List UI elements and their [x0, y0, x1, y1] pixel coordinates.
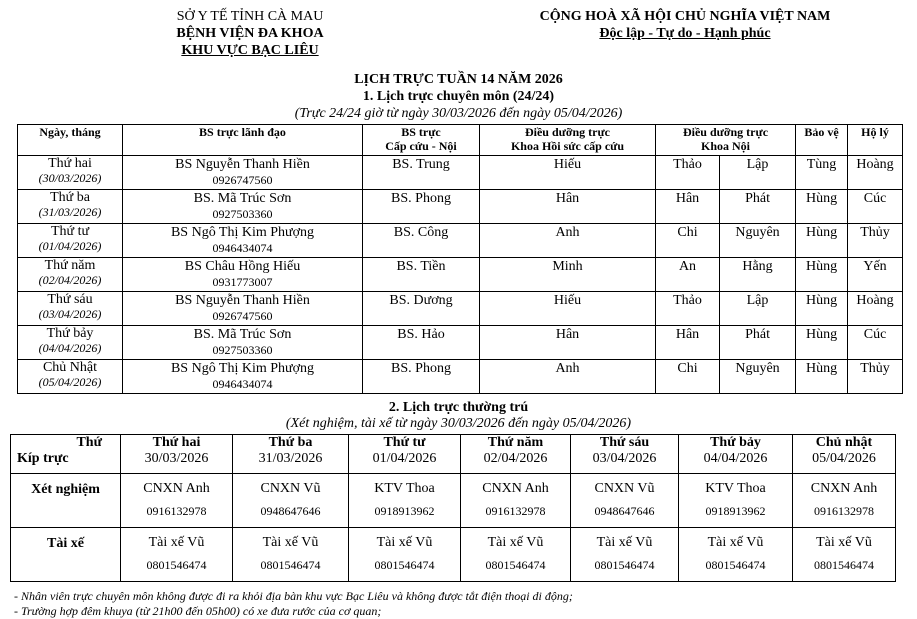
- lead-doctor-cell: [123, 360, 363, 394]
- day-cell: [18, 224, 123, 258]
- icu-nurse-cell: Anh: [480, 224, 656, 258]
- row-label-driver: Tài xế: [11, 528, 121, 582]
- lead-doctor-cell: [123, 258, 363, 292]
- day-header: [571, 435, 679, 474]
- day-cell: [18, 156, 123, 190]
- lead-doctor-phone: 0927503360: [212, 343, 273, 357]
- lead-doctor-cell: [123, 326, 363, 360]
- lab-staff-name: KTV Thoa: [705, 481, 766, 496]
- er-doctor-cell: BS. Công: [363, 224, 480, 258]
- lead-doctor-phone: 0926747560: [212, 173, 273, 187]
- row-label-lab: Xét nghiệm: [11, 474, 121, 528]
- agency-header: [100, 8, 400, 59]
- day-header: [461, 435, 571, 474]
- orderly-cell: Thủy: [848, 224, 903, 258]
- ward-nurse-2-cell: Lập: [720, 292, 796, 326]
- guard-cell: Hùng: [796, 258, 848, 292]
- day-name: Thứ ba: [50, 190, 90, 205]
- ward-nurse-1-cell: Thảo: [656, 156, 720, 190]
- col-header-lead: BS trực lãnh đạo: [123, 125, 363, 156]
- lead-doctor-cell: [123, 156, 363, 190]
- note-2: - Trường hợp đêm khuya (từ 21h00 đến 05h00) có xe đưa rước của cơ quan;: [14, 604, 382, 618]
- ward-nurse-1-cell: Thảo: [656, 292, 720, 326]
- lead-doctor-cell: [123, 292, 363, 326]
- driver-staff-phone: 0801546474: [374, 558, 435, 572]
- day-header-name: Thứ tư: [383, 435, 426, 450]
- lead-doctor-phone: 0946434074: [212, 377, 273, 391]
- lead-doctor-name: BS Nguyễn Thanh Hiền: [175, 157, 310, 172]
- driver-staff-phone: 0801546474: [594, 558, 655, 572]
- guard-cell: Hùng: [796, 292, 848, 326]
- day-header-date: 03/04/2026: [592, 451, 657, 466]
- driver-staff-phone: 0801546474: [485, 558, 546, 572]
- day-header-date: 30/03/2026: [144, 451, 209, 466]
- driver-staff-name: Tài xế Vũ: [376, 535, 433, 550]
- guard-cell: Hùng: [796, 224, 848, 258]
- lead-doctor-phone: 0926747560: [212, 309, 273, 323]
- driver-cell: [349, 528, 461, 582]
- national-motto: Độc lập - Tự do - Hạnh phúc: [599, 26, 771, 41]
- table-row: [18, 224, 903, 258]
- national-motto-header: [465, 8, 905, 42]
- col-header-ward: Điều dưỡng trực Khoa Nội: [656, 125, 796, 156]
- table-row: [18, 360, 903, 394]
- driver-staff-name: Tài xế Vũ: [816, 535, 872, 550]
- day-header-date: 31/03/2026: [258, 451, 323, 466]
- table-row: [18, 258, 903, 292]
- day-name: Thứ hai: [48, 156, 92, 171]
- er-doctor-cell: BS. Trung: [363, 156, 480, 190]
- lead-doctor-name: BS Ngô Thị Kim Phượng: [170, 225, 315, 240]
- ward-nurse-2-cell: Phát: [720, 326, 796, 360]
- table-row: [11, 528, 896, 582]
- note-1: - Nhân viên trực chuyên môn không được đi ra khỏi địa bàn khu vực Bạc Liêu và không được tắt điện thoại di động;: [14, 589, 573, 603]
- driver-cell: [793, 528, 896, 582]
- ward-nurse-1-cell: Chi: [656, 224, 720, 258]
- lead-doctor-cell: [123, 190, 363, 224]
- section2-heading: 2. Lịch trực thường trú: [388, 400, 529, 415]
- day-header: [793, 435, 896, 474]
- icu-nurse-cell: Hiếu: [480, 292, 656, 326]
- ward-nurse-2-cell: Phát: [720, 190, 796, 224]
- lab-staff-phone: 0948647646: [260, 504, 321, 518]
- driver-staff-phone: 0801546474: [814, 558, 874, 572]
- lab-cell: [793, 474, 896, 528]
- day-header-name: Thứ sáu: [599, 435, 650, 450]
- driver-staff-name: Tài xế Vũ: [707, 535, 764, 550]
- lab-cell: [461, 474, 571, 528]
- icu-nurse-cell: Minh: [480, 258, 656, 292]
- driver-cell: [233, 528, 349, 582]
- lab-cell: [121, 474, 233, 528]
- duty-schedule-table: [17, 124, 903, 394]
- orderly-cell: Thủy: [848, 360, 903, 394]
- er-doctor-cell: BS. Dương: [363, 292, 480, 326]
- day-date: (04/04/2026): [38, 341, 102, 355]
- lead-doctor-name: BS Châu Hồng Hiếu: [184, 259, 301, 274]
- col-header-orderly: Hộ lý: [848, 125, 903, 156]
- day-cell: [18, 258, 123, 292]
- lab-staff-phone: 0948647646: [594, 504, 655, 518]
- day-header: [121, 435, 233, 474]
- agency-department: SỞ Y TẾ TỈNH CÀ MAU: [176, 9, 324, 24]
- day-date: (30/03/2026): [38, 171, 102, 185]
- section1-heading: 1. Lịch trực chuyên môn (24/24): [362, 89, 555, 104]
- ward-nurse-2-cell: Nguyên: [720, 360, 796, 394]
- lab-cell: [233, 474, 349, 528]
- day-header-name: Thứ bảy: [710, 435, 761, 450]
- table-row: [18, 190, 903, 224]
- guard-cell: Hùng: [796, 360, 848, 394]
- day-date: (31/03/2026): [38, 205, 102, 219]
- col-header-icu: Điều dưỡng trực Khoa Hồi sức cấp cứu: [480, 125, 656, 156]
- lab-cell: [571, 474, 679, 528]
- lead-doctor-phone: 0931773007: [212, 275, 273, 289]
- lab-staff-name: CNXN Vũ: [260, 481, 321, 496]
- orderly-cell: Hoàng: [848, 292, 903, 326]
- ward-nurse-2-cell: Hằng: [720, 258, 796, 292]
- day-header-name: Chủ nhật: [815, 435, 873, 450]
- day-name: Thứ năm: [44, 258, 96, 273]
- icu-nurse-cell: Anh: [480, 360, 656, 394]
- ward-nurse-2-cell: Nguyên: [720, 224, 796, 258]
- country-name: CỘNG HOÀ XÃ HỘI CHỦ NGHĨA VIỆT NAM: [539, 9, 831, 24]
- lab-staff-name: CNXN Anh: [143, 481, 210, 496]
- day-name: Thứ bảy: [46, 326, 94, 341]
- icu-nurse-cell: Hiếu: [480, 156, 656, 190]
- icu-nurse-cell: Hân: [480, 190, 656, 224]
- ward-nurse-2-cell: Lập: [720, 156, 796, 190]
- col-header-day: Ngày, tháng: [18, 125, 123, 156]
- table-header-row: [11, 435, 896, 474]
- guard-cell: Tùng: [796, 156, 848, 190]
- day-header-date: 02/04/2026: [483, 451, 548, 466]
- driver-staff-phone: 0801546474: [705, 558, 766, 572]
- lead-doctor-cell: [123, 224, 363, 258]
- lead-doctor-name: BS Ngô Thị Kim Phượng: [170, 361, 315, 376]
- driver-cell: [679, 528, 793, 582]
- lab-cell: [679, 474, 793, 528]
- day-date: (01/04/2026): [38, 239, 102, 253]
- driver-staff-name: Tài xế Vũ: [262, 535, 319, 550]
- driver-staff-name: Tài xế Vũ: [148, 535, 205, 550]
- day-header-name: Thứ ba: [268, 435, 313, 450]
- lab-staff-name: CNXN Vũ: [594, 481, 655, 496]
- day-header-date: 05/04/2026: [812, 451, 876, 466]
- day-name: Chủ Nhật: [42, 360, 98, 375]
- icu-nurse-cell: Hân: [480, 326, 656, 360]
- ward-nurse-1-cell: Chi: [656, 360, 720, 394]
- guard-cell: Hùng: [796, 326, 848, 360]
- day-name: Thứ sáu: [47, 292, 93, 307]
- day-date: (05/04/2026): [38, 375, 102, 389]
- day-header-name: Thứ năm: [487, 435, 544, 450]
- er-doctor-cell: BS. Tiền: [363, 258, 480, 292]
- lead-doctor-name: BS. Mã Trúc Sơn: [193, 327, 292, 342]
- lab-staff-phone: 0916132978: [485, 504, 546, 518]
- driver-staff-phone: 0801546474: [260, 558, 321, 572]
- day-header: [233, 435, 349, 474]
- driver-cell: [121, 528, 233, 582]
- col-header-guard: Bảo vệ: [796, 125, 848, 156]
- hospital-name: BỆNH VIỆN ĐA KHOA: [176, 26, 324, 41]
- table-row: [18, 292, 903, 326]
- col-header-er: BS trực Cấp cứu - Nội: [363, 125, 480, 156]
- corner-header: Thứ Kíp trực: [11, 435, 121, 474]
- day-name: Thứ tư: [50, 224, 90, 239]
- lab-cell: [349, 474, 461, 528]
- section2-subheading: (Xét nghiệm, tài xế từ ngày 30/03/2026 đến ngày 05/04/2026): [285, 416, 632, 431]
- driver-staff-name: Tài xế Vũ: [487, 535, 544, 550]
- orderly-cell: Cúc: [848, 326, 903, 360]
- resident-schedule-table: [10, 434, 896, 582]
- ward-nurse-1-cell: Hân: [656, 326, 720, 360]
- section1-subheading: (Trực 24/24 giờ từ ngày 30/03/2026 đến ngày 05/04/2026): [294, 106, 623, 121]
- lab-staff-name: CNXN Anh: [482, 481, 549, 496]
- day-header: [679, 435, 793, 474]
- day-date: (03/04/2026): [38, 307, 102, 321]
- driver-cell: [461, 528, 571, 582]
- day-date: (02/04/2026): [38, 273, 102, 287]
- table-header-row: [18, 125, 903, 156]
- day-cell: [18, 190, 123, 224]
- orderly-cell: Cúc: [848, 190, 903, 224]
- day-header-date: 01/04/2026: [372, 451, 437, 466]
- lab-staff-phone: 0916132978: [814, 504, 874, 518]
- ward-nurse-1-cell: An: [656, 258, 720, 292]
- driver-staff-phone: 0801546474: [146, 558, 207, 572]
- lab-staff-phone: 0918913962: [374, 504, 435, 518]
- lead-doctor-name: BS Nguyễn Thanh Hiền: [175, 293, 310, 308]
- ward-nurse-1-cell: Hân: [656, 190, 720, 224]
- lab-staff-phone: 0916132978: [146, 504, 207, 518]
- page-title: LỊCH TRỰC TUẦN 14 NĂM 2026: [354, 72, 563, 87]
- day-cell: [18, 292, 123, 326]
- day-cell: [18, 360, 123, 394]
- er-doctor-cell: BS. Phong: [363, 360, 480, 394]
- lab-staff-name: KTV Thoa: [374, 481, 435, 496]
- lead-doctor-name: BS. Mã Trúc Sơn: [193, 191, 292, 206]
- day-header-date: 04/04/2026: [703, 451, 768, 466]
- lead-doctor-phone: 0927503360: [212, 207, 273, 221]
- er-doctor-cell: BS. Phong: [363, 190, 480, 224]
- table-row: [18, 326, 903, 360]
- guard-cell: Hùng: [796, 190, 848, 224]
- driver-cell: [571, 528, 679, 582]
- orderly-cell: Yến: [848, 258, 903, 292]
- hospital-region: KHU VỰC BẠC LIÊU: [181, 43, 319, 58]
- driver-staff-name: Tài xế Vũ: [596, 535, 653, 550]
- table-row: [11, 474, 896, 528]
- day-cell: [18, 326, 123, 360]
- orderly-cell: Hoàng: [848, 156, 903, 190]
- lab-staff-phone: 0918913962: [705, 504, 766, 518]
- lead-doctor-phone: 0946434074: [212, 241, 273, 255]
- er-doctor-cell: BS. Hảo: [363, 326, 480, 360]
- day-header-name: Thứ hai: [152, 435, 201, 450]
- day-header: [349, 435, 461, 474]
- table-row: [18, 156, 903, 190]
- lab-staff-name: CNXN Anh: [810, 481, 878, 496]
